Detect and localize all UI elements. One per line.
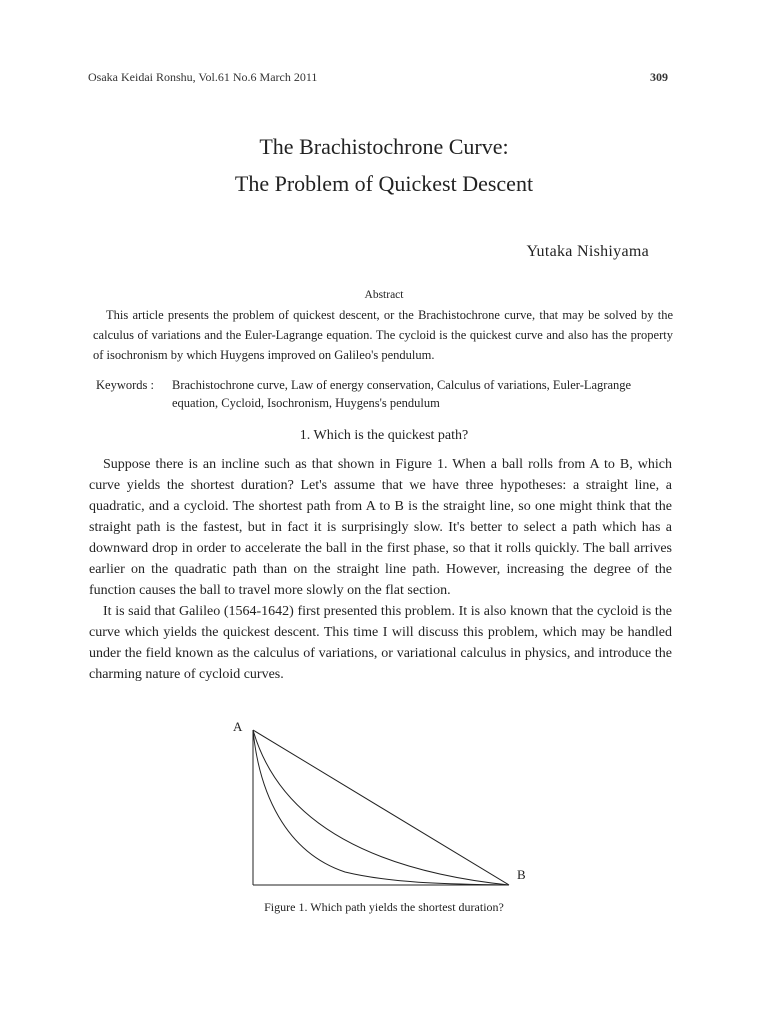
author-name: Yutaka Nishiyama (526, 243, 649, 260)
section-body (89, 454, 672, 685)
brachistochrone-diagram (225, 712, 535, 897)
figure-caption: Figure 1. Which path yields the shortest duration? (264, 900, 504, 914)
keywords-label: Keywords : (96, 378, 154, 392)
running-header (88, 70, 668, 88)
point-a-label: A (233, 719, 243, 734)
keywords-text: Brachistochrone curve, Law of energy conservation, Calculus of variations, Euler-Lagrange equation, Cycloid, Isochronism, Huygens's pendulum (172, 378, 632, 410)
paragraph-1: Suppose there is an incline such as that shown in Figure 1. When a ball rolls from A to B, which curve yields the shortest duration? Let's assume that we have three hypotheses: a straight line, a quadratic, and a cycloid. The shortest path from A to B is the straight line, so one might think that the straight path is the fastest, but in fact it is surprisingly slow. It's better to select a path which has a downward drop in order to accelerate the ball in the first phase, so that it rolls quickly. The ball arrives earlier on the quadratic path than on the straight line path. However, increasing the degree of the function causes the ball to travel more slowly on the flat section. (89, 457, 672, 598)
section-heading: 1. Which is the quickest path? (299, 428, 469, 443)
page-number: 309 (650, 70, 668, 84)
point-b-label: B (517, 867, 526, 882)
paragraph-2: It is said that Galileo (1564-1642) first presented this problem. It is also known that the cycloid is the curve which yields the quickest descent. This time I will discuss this problem, which may be handled under the field known as the calculus of variations, or variational calculus in physics, and introduce the charming nature of cycloid curves. (89, 604, 672, 682)
title-line-1: The Brachistochrone Curve: (259, 134, 509, 159)
abstract-text: This article presents the problem of quickest descent, or the Brachistochrone curve, that may be solved by the calculus of variations and the Euler-Lagrange equation. The cycloid is the quickest curve and also has the property of isochronism by which Huygens improved on Galileo's pendulum. (93, 308, 673, 362)
title-line-2: The Problem of Quickest Descent (234, 171, 534, 196)
abstract-heading: Abstract (364, 289, 404, 301)
straight-path (253, 730, 509, 885)
paper-title (0, 128, 768, 202)
figure-1 (225, 712, 535, 897)
journal-citation: Osaka Keidai Ronshu, Vol.61 No.6 March 2011 (88, 70, 318, 84)
